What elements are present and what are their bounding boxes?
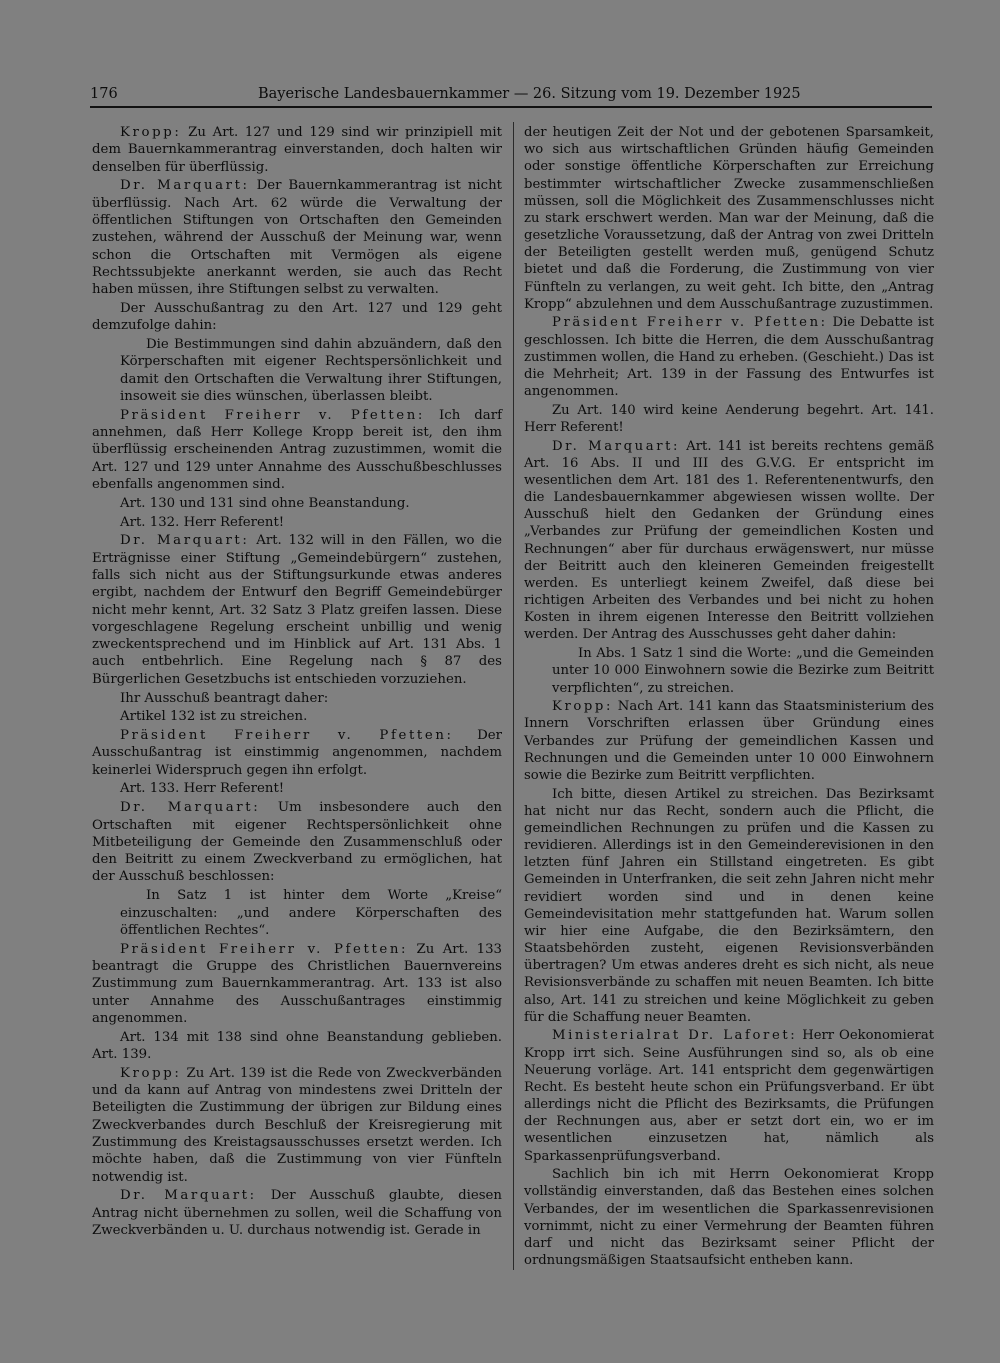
paragraph xyxy=(524,124,934,313)
header-rule xyxy=(90,106,932,108)
speaker-name: Kropp: xyxy=(552,699,614,715)
paragraph-text: Art. 130 und 131 sind ohne Beanstandung. xyxy=(120,495,410,511)
paragraph-text: Artikel 132 ist zu streichen. xyxy=(120,709,308,725)
paragraph-text: Zu Art. 127 und 129 sind wir prinzipiell mit dem Bauernkammerantrag einverstanden, doch halten wir denselben für überflüssig. xyxy=(92,125,502,175)
paragraph-text: Die Debatte ist geschlossen. Ich bitte die Herren, die dem Ausschußantrag zustimmen wollen, die Hand zu erheben. (Geschieht.) Das ist die Mehrheit; Art. 139 in der Fassung des Entwurfes ist angenommen. xyxy=(524,315,935,400)
speaker-name: Dr. Marquart: xyxy=(120,533,250,549)
paragraph-text: Der Ausschußantrag ist einstimmig angenommen, nachdem keinerlei Widerspruch gegen ihn erfolgt. xyxy=(92,728,502,778)
paragraph-text: Nach Art. 141 kann das Staatsministerium des Innern Vorschriften erlassen über Gründung eines Verbandes zur Prüfung der gemeindlichen Kassen und Rechnungen und die Gemeinden unter 10 000 Einwohnern sowie die Bezirke zum Beitritt verpflichten. xyxy=(524,699,934,783)
paragraph xyxy=(92,532,502,688)
paragraph-text: Herr Oekonomierat Kropp irrt sich. Seine Ausführungen sind so, als ob eine Neuerung vorläge. Art. 141 entspricht dem gegenwärtigen Recht. Es besteht heute schon ein Prüfungsverband. Er übt allerdings nicht die Pflicht des Bezirksamts, die Prüfungen der Rechnungen aus, aber er setzt dort ein, wo er im wesentlichen einzusetzen hat, nämlich als Sparkassenprüfungsverband. xyxy=(524,1028,934,1164)
paragraph-text: Zu Art. 140 wird keine Aenderung begehrt. Art. 141. Herr Referent! xyxy=(524,402,934,435)
left-column xyxy=(92,124,502,1241)
paragraph xyxy=(92,1187,502,1239)
paragraph-text: Um insbesondere auch den Ortschaften mit eigener Rechtspersönlichkeit ohne Mitbeteiligung der Gemeinde den Zusammenschluß oder den Beitritt zu einem Zweckverband zu ermöglichen, hat der Ausschuß beschlossen: xyxy=(92,800,502,885)
paragraph xyxy=(92,727,502,779)
motion-text xyxy=(552,645,934,697)
page-header xyxy=(90,84,932,106)
paragraph-text: Die Bestimmungen sind dahin abzuändern, daß den Körperschaften mit eigener Rechtspersönlichkeit und damit den Ortschaften die Verwaltung ihrer Stiftungen, insoweit sie dies wünschen, überlassen bleibt. xyxy=(120,337,502,404)
speaker-name: Präsident Freiherr v. Pfetten: xyxy=(120,941,409,957)
speaker-name: Kropp: xyxy=(120,1065,182,1081)
paragraph xyxy=(92,1029,502,1064)
paragraph-text: Ich bitte, diesen Artikel zu streichen. Das Bezirksamt hat nicht nur das Recht, sondern auch die Pflicht, die gemeindlichen Rechnungen zu prüfen und die Kassen zu revidieren. Allerdings ist in den Gemeinderevisionen in den letzten fünf Jahren ein Stillstand eingetreten. Es gibt Gemeinden in Unterfranken, die seit zehn Jahren nicht mehr revidiert worden sind und in denen keine Gemeindevisitation mehr stattgefunden hat. Warum sollen wir hier eine Aufgabe, die den Bezirksämtern, den Staatsbehörden zusteht, eigenen Revisionsverbänden übertragen? Um etwas anderes dreht es sich nicht, als neue Revisionsverbände zu schaffen mit neuen Beamten. Ich bitte also, Art. 141 zu streichen und keine Möglichkeit zu geben für die Schaffung neuer Beamten. xyxy=(524,786,934,1025)
running-title: Bayerische Landesbauernkammer — 26. Sitzung vom 19. Dezember 1925 xyxy=(258,86,801,102)
motion-text xyxy=(120,887,502,939)
paragraph xyxy=(524,786,934,1026)
paragraph xyxy=(92,124,502,176)
paragraph-text: Art. 132. Herr Referent! xyxy=(120,514,285,530)
column-divider xyxy=(513,122,514,1270)
paragraph-text: Art. 133. Herr Referent! xyxy=(120,781,285,797)
paragraph xyxy=(92,514,502,531)
paragraph-text: Zu Art. 133 beantragt die Gruppe des Christlichen Bauernvereins Zustimmung zum Bauernkammerantrag. Art. 133 ist also unter Annahme des Ausschußantrages einstimmig angenommen. xyxy=(92,941,502,1026)
paragraph xyxy=(524,1166,934,1269)
paragraph xyxy=(92,495,502,512)
speaker-name: Präsident Freiherr v. Pfetten: xyxy=(120,407,425,423)
page-number: 176 xyxy=(90,86,118,102)
paragraph-text: Der Ausschuß glaubte, diesen Antrag nicht übernehmen zu sollen, weil die Schaffung von Zweckverbänden u. U. durchaus notwendig ist. Gerade in xyxy=(92,1188,502,1238)
speaker-name: Präsident Freiherr v. Pfetten: xyxy=(552,315,828,331)
paragraph-text: Der Bauernkammerantrag ist nicht überflüssig. Nach Art. 62 würde die Verwaltung der öffentlichen Stiftungen von Ortschaften den Gemeinden zustehen, während der Ausschuß der Meinung war, wenn schon die Ortschaften mit Vermögen als eigene Rechtssubjekte anerkannt werden, sie auch das Recht haben müssen, ihre Stiftungen selbst zu verwalten. xyxy=(92,178,502,298)
paragraph-text: Der Ausschußantrag zu den Art. 127 und 129 geht demzufolge dahin: xyxy=(92,300,502,334)
paragraph-text: Ihr Ausschuß beantragt daher: xyxy=(120,690,329,706)
motion-text xyxy=(120,336,502,405)
paragraph xyxy=(92,780,502,797)
paragraph xyxy=(92,300,502,335)
paragraph-text: Sachlich bin ich mit Herrn Oekonomierat Kropp vollständig einverstanden, daß das Bestehen eines solchen Verbandes, der im wesentlichen die Sparkassenrevisionen vornimmt, nicht zu einer Vermehrung der Beamten führen darf und nicht das Bezirksamt seiner Pflicht der ordnungsmäßigen Staatsaufsicht entheben kann. xyxy=(524,1167,934,1269)
paragraph xyxy=(92,941,502,1027)
right-column xyxy=(524,124,934,1271)
paragraph-text: Zu Art. 139 ist die Rede von Zweckverbänden und da kann auf Antrag von mindestens zwei Dritteln der Beteiligten die Zustimmung der übrigen zur Bildung eines Zweckverbandes durch Beschluß der Kreisregierung mit Zustimmung des Kreistagsausschusses ersetzt werden. Ich möchte haben, daß die Zustimmung von vier Fünfteln notwendig ist. xyxy=(92,1065,502,1185)
paragraph-text: In Abs. 1 Satz 1 sind die Worte: „und die Gemeinden unter 10 000 Einwohnern sowie die Bezirke zum Beitritt verpflichten“, zu streichen. xyxy=(552,646,934,696)
paragraph xyxy=(524,402,934,436)
paragraph xyxy=(92,690,502,707)
paragraph xyxy=(92,407,502,493)
speaker-name: Dr. Marquart: xyxy=(120,1188,257,1204)
paragraph-text: In Satz 1 ist hinter dem Worte „Kreise“ einzuschalten: „und andere Körperschaften des öffentlichen Rechtes“. xyxy=(120,888,502,938)
speaker-name: Kropp: xyxy=(120,125,182,140)
paragraph xyxy=(524,314,934,400)
paragraph xyxy=(524,1027,934,1164)
paragraph xyxy=(92,708,502,725)
paragraph-text: Ich darf annehmen, daß Herr Kollege Kropp bereit ist, den ihm überflüssig erscheinenden Antrag zuzustimmen, womit die Art. 127 und 129 unter Annahme des Ausschußbeschlusses ebenfalls angenommen sind. xyxy=(92,407,502,492)
speaker-name: Ministerialrat Dr. Laforet: xyxy=(552,1028,798,1044)
speaker-name: Dr. Marquart: xyxy=(120,178,250,194)
speaker-name: Präsident Freiherr v. Pfetten: xyxy=(120,728,454,744)
speaker-name: Dr. Marquart: xyxy=(120,800,261,816)
paragraph-text: Art. 134 mit 138 sind ohne Beanstandung geblieben. Art. 139. xyxy=(92,1029,502,1062)
paragraph xyxy=(524,438,934,644)
paragraph-text: Art. 132 will in den Fällen, wo die Erträgnisse einer Stiftung „Gemeindebürgern“ zustehen, falls sich nicht aus der Stiftungsurkunde etwas anderes ergibt, nachdem der Entwurf den Begriff Gemeindebürger nicht mehr kennt, Art. 32 Satz 3 Platz greifen lassen. Diese vorgeschlagene Regelung erscheint unbillig und wenig zweckentsprechend und im Hinblick auf Art. 131 Abs. 1 auch entbehrlich. Eine Regelung nach § 87 des Bürgerlichen Gesetzbuchs ist entschieden vorzuziehen. xyxy=(92,533,502,687)
paragraph xyxy=(92,799,502,885)
paragraph-text: Art. 141 ist bereits rechtens gemäß Art. 16 Abs. II und III des G.V.G. Er entspricht im wesentlichen dem Art. 181 des 1. Referentenentwurfs, den die Landesbauernkammer abgewiesen wissen wollte. Der Ausschuß hielt den Gedanken der Gründung eines „Verbandes zur Prüfung der gemeindlichen Kosten und Rechnungen“ aber für durchaus erwägenswert, nur müsse der Beitritt auch den kleineren Gemeinden freigestellt werden. Es unterliegt keinem Zweifel, daß diese bei richtigen Arbeiten des Verbandes und bei nicht zu hohen Kosten in ihrem eigenen Interesse den Beitritt vollziehen werden. Der Antrag des Ausschusses geht daher dahin: xyxy=(524,438,935,643)
paragraph xyxy=(524,698,934,784)
paragraph xyxy=(92,1065,502,1186)
paragraph-text: der heutigen Zeit der Not und der gebotenen Sparsamkeit, wo sich aus wirtschaftlichen Gründen häufig Gemeinden oder sonstige öffentliche Körperschaften zur Erreichung bestimmter wirtschaftlicher Zwecke zusammenschließen müssen, soll die Möglichkeit des Zusammenschlusses nicht zu stark erschwert werden. Man war der Meinung, daß die gesetzliche Voraussetzung, daß der Antrag von zwei Dritteln der Beteiligten gestellt werden muß, genügend Schutz bietet und daß die Forderung, die Zustimmung von vier Fünfteln zu verlangen, zu weit geht. Ich bitte, den „Antrag Kropp“ abzulehnen und dem Ausschußantrage zuzustimmen. xyxy=(524,125,934,312)
speaker-name: Dr. Marquart: xyxy=(552,438,681,454)
paragraph xyxy=(92,177,502,298)
